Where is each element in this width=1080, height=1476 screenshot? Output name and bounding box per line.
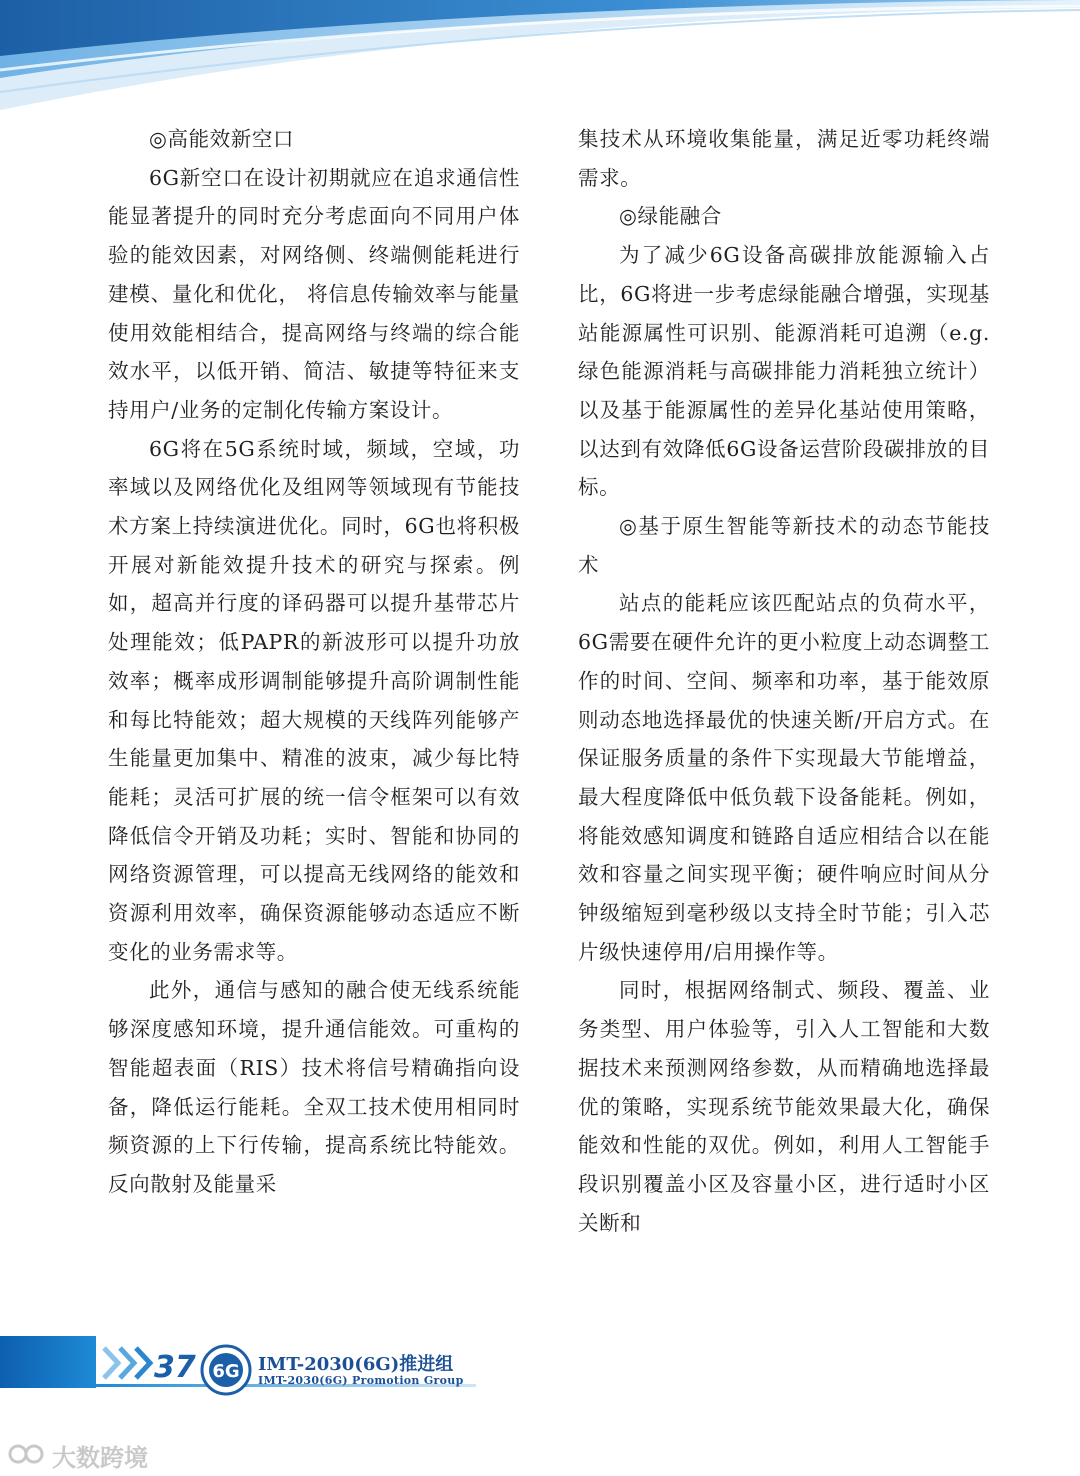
- body-paragraph: 6G将在5G系统时域，频域，空域，功率域以及网络优化及组网等领域现有节能技术方案上持续演进优化。同时，6G也将积极开展对新能效提升技术的研究与探索。例如，超高并行度的译码器可以提升基带芯片处理能效；低PAPR的新波形可以提升功放效率；概率成形调制能够提升高阶调制性能和每比特能效；超大规模的天线阵列能够产生能量更加集中、精准的波束，减少每比特能耗；灵活可扩展的统一信令框架可以有效降低信令开销及功耗；实时、智能和协同的网络资源管理，可以提高无线网络的能效和资源利用效率，确保资源能够动态适应不断变化的业务需求等。: [108, 436, 520, 964]
- chevron-right-icon: [100, 1344, 156, 1382]
- watermark-text: 大数跨境: [52, 1444, 148, 1472]
- body-paragraph: 6G新空口在设计初期就应在追求通信性能显著提升的同时充分考虑面向不同用户体验的能效因素，对网络侧、终端侧能耗进行建模、量化和优化， 将信息传输效率与能量使用效能相结合，提高网络与终端的综合能效水平，以低开销、简洁、敏捷等特征来支持用户/业务的定制化传输方案设计。: [108, 165, 520, 422]
- section-heading-green-energy: ◎绿能融合: [619, 204, 722, 229]
- section-heading-dynamic-energy-saving: ◎基于原生智能等新技术的动态节能技术: [578, 514, 990, 577]
- page-number: 37: [154, 1350, 196, 1385]
- logo-label: 6G: [212, 1361, 240, 1382]
- watermark-logo-icon: [8, 1440, 48, 1468]
- body-paragraph: 同时，根据网络制式、频段、覆盖、业务类型、用户体验等，引入人工智能和大数据技术来预测网络参数，从而精确地选择最优的策略，实现系统节能效果最大化，确保能效和性能的双优。例如，利用人工智能手段识别覆盖小区及容量小区，进行适时小区关断和: [578, 978, 990, 1235]
- body-paragraph: 此外，通信与感知的融合使无线系统能够深度感知环境，提升通信能效。可重构的智能超表面（RIS）技术将信号精确指向设备，降低运行能耗。全双工技术使用相同时频资源的上下行传输，提高系统比特能效。反向散射及能量采: [108, 978, 520, 1196]
- body-paragraph-continued: 集技术从环境收集能量，满足近零功耗终端需求。: [578, 127, 990, 190]
- right-text-column: [578, 120, 990, 1242]
- org-name: IMT-2030(6G)推进组: [258, 1354, 454, 1375]
- footer-color-bar: [0, 1336, 96, 1388]
- section-heading-efficient-air-interface: ◎高能效新空口: [149, 127, 295, 151]
- imt2030-logo-icon: [200, 1344, 252, 1396]
- org-name-english: IMT-2030(6G) Promotion Group: [258, 1374, 464, 1387]
- body-paragraph: 站点的能耗应该匹配站点的负荷水平， 6G需要在硬件允许的更小粒度上动态调整工作的时间、空间、频率和功率，基于能效原则动态地选择最优的快速关断/开启方式。在保证服务质量的条件下实现最大节能增益， 最大程度降低中低负载下设备能耗。例如，将能效感知调度和链路自适应相结合以在能效和容量之间实现平衡；硬件响应时间从分钟级缩短到毫秒级以支持全时节能；引入芯片级快速停用/启用操作等。: [578, 591, 990, 964]
- header-wave-decoration: [0, 0, 1080, 140]
- left-text-column: [108, 120, 520, 1204]
- body-paragraph: 为了减少6G设备高碳排放能源输入占比，6G将进一步考虑绿能融合增强，实现基站能源属性可识别、能源消耗可追溯（e.g. 绿色能源消耗与高碳排能力消耗独立统计）以及基于能源属性的差异化基站使用策略，以达到有效降低6G设备运营阶段碳排放的目标。: [578, 243, 990, 500]
